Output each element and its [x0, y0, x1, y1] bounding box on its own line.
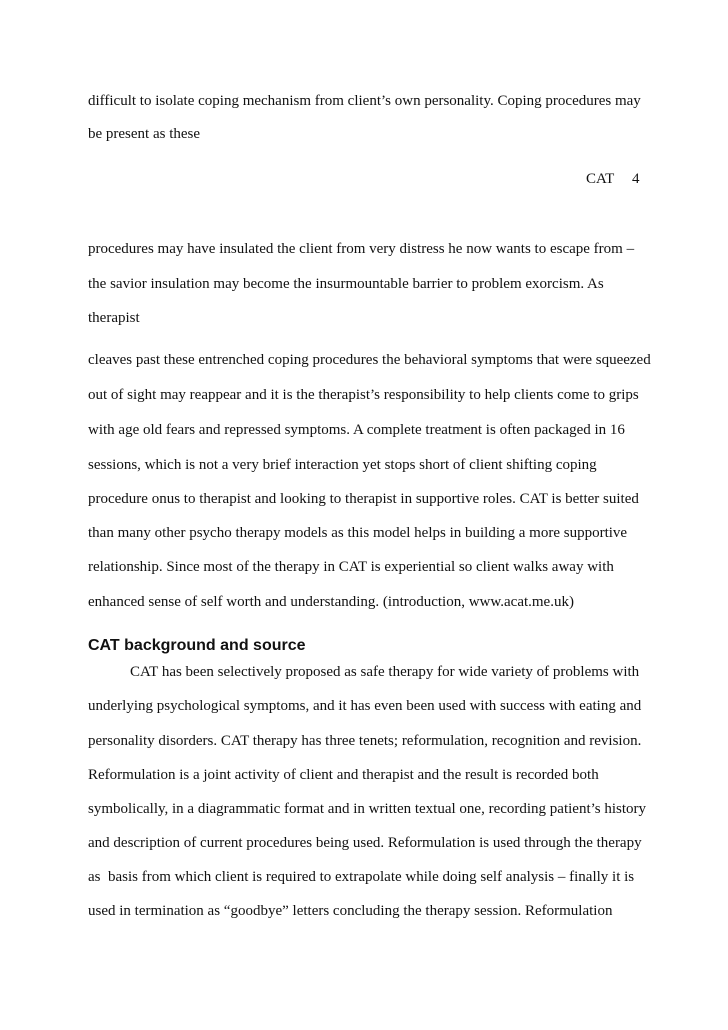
- body-text-line: enhanced sense of self worth and understanding. (introduction, www.acat.me.uk): [88, 594, 574, 610]
- body-text-line: relationship. Since most of the therapy in CAT is experiential so client walks away with: [88, 559, 614, 575]
- body-text-line: underlying psychological symptoms, and it has even been used with success with eating and: [88, 698, 642, 714]
- body-text-line: symbolically, in a diagrammatic format and in written textual one, recording patient’s history: [88, 801, 647, 817]
- body-text-line: personality disorders. CAT therapy has three tenets; reformulation, recognition and revision.: [88, 733, 642, 749]
- body-text-line: cleaves past these entrenched coping procedures the behavioral symptoms that were squeezed: [88, 352, 651, 368]
- body-text-line: and description of current procedures being used. Reformulation is used through the therapy: [88, 835, 642, 851]
- body-text-line: be present as these: [88, 126, 201, 142]
- section-heading: CAT background and source: [88, 637, 306, 654]
- body-text-line: difficult to isolate coping mechanism from client’s own personality. Coping procedures may: [88, 93, 641, 109]
- body-text-line: Reformulation is a joint activity of client and therapist and the result is recorded both: [88, 767, 599, 783]
- body-text-line: procedures may have insulated the client from very distress he now wants to escape from –: [88, 241, 635, 257]
- body-text-line: procedure onus to therapist and looking to therapist in supportive roles. CAT is better suited: [88, 491, 639, 507]
- body-text-line: the savior insulation may become the insurmountable barrier to problem exorcism. As: [88, 276, 604, 292]
- body-text-line: than many other psycho therapy models as this model helps in building a more supportive: [88, 525, 628, 541]
- body-text-line: sessions, which is not a very brief interaction yet stops short of client shifting coping: [88, 457, 597, 473]
- body-text-line: used in termination as “goodbye” letters concluding the therapy session. Reformulation: [88, 903, 613, 919]
- body-text-line: as basis from which client is required to extrapolate while doing self analysis – finally it is: [88, 869, 635, 885]
- running-head-label: CAT: [586, 171, 615, 187]
- body-text-line: with age old fears and repressed symptoms. A complete treatment is often packaged in 16: [88, 422, 625, 438]
- page-number: 4: [632, 171, 640, 187]
- body-text-line: CAT has been selectively proposed as safe therapy for wide variety of problems with: [130, 664, 640, 680]
- body-text-line: therapist: [88, 310, 140, 326]
- body-text-line: out of sight may reappear and it is the therapist’s responsibility to help clients come to grips: [88, 387, 639, 403]
